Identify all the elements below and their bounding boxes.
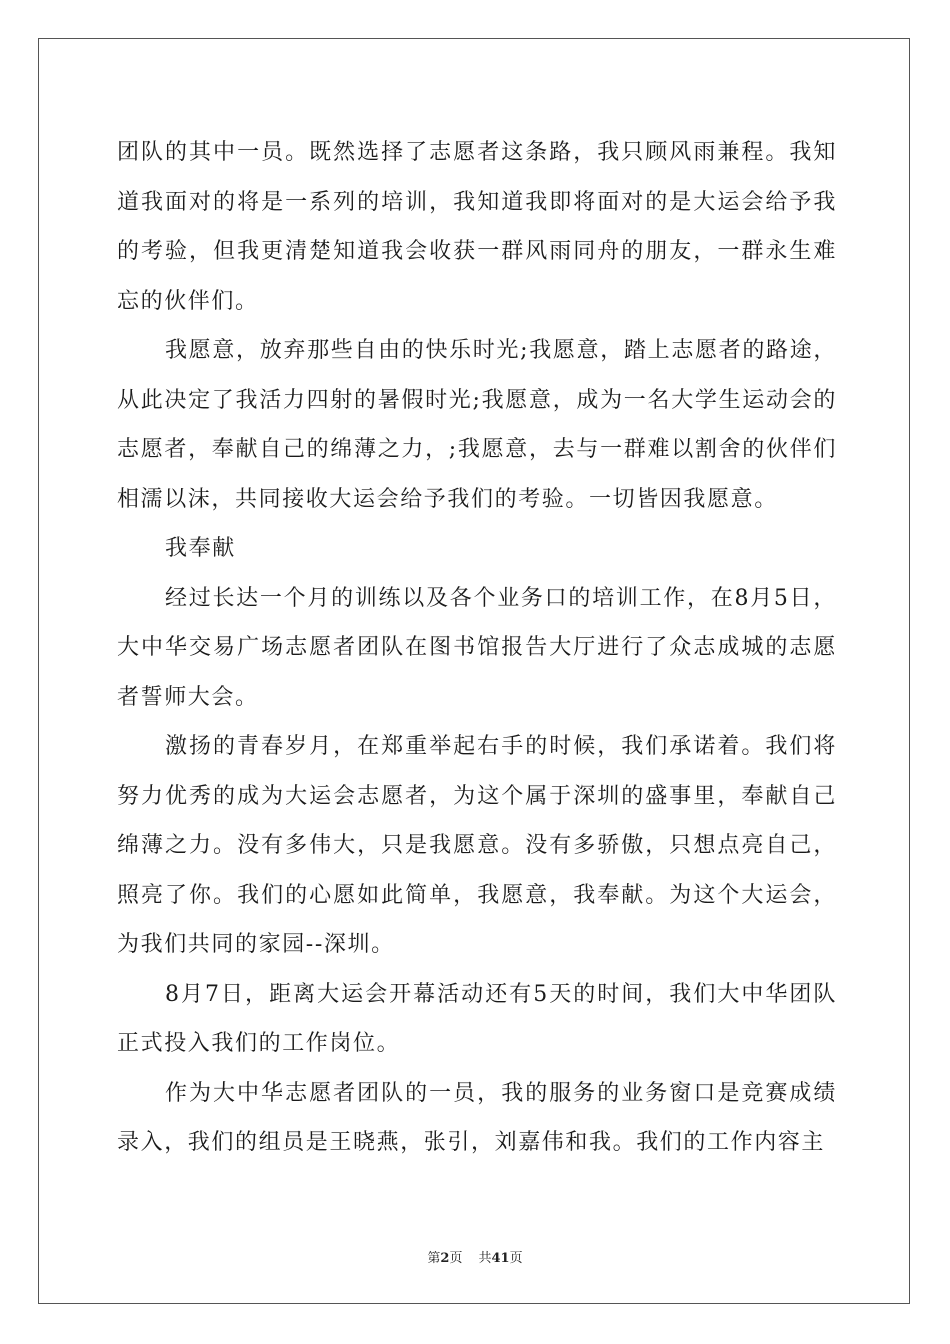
paragraph: 我愿意，放弃那些自由的快乐时光;我愿意，踏上志愿者的路途，从此决定了我活力四射的暑假时光;我愿意，成为一名大学生运动会的志愿者，奉献自己的绵薄之力，;我愿意，去与一群难以割舍的伙伴们相濡以沫，共同接收大运会给予我们的考验。一切皆因我愿意。	[117, 338, 837, 512]
section-heading: 我奉献	[165, 536, 236, 561]
total-pages: 41	[491, 1251, 510, 1266]
page-prefix: 第	[427, 1251, 441, 1266]
page-footer	[0, 1247, 950, 1266]
total-suffix: 页	[509, 1251, 523, 1266]
page-number: 2	[440, 1251, 450, 1266]
paragraph: 8月7日，距离大运会开幕活动还有5天的时间，我们大中华团队正式投入我们的工作岗位。	[117, 981, 837, 1056]
document-body	[117, 128, 837, 1168]
paragraph: 经过长达一个月的训练以及各个业务口的培训工作，在8月5日，大中华交易广场志愿者团队在图书馆报告大厅进行了众志成城的志愿者誓师大会。	[117, 585, 837, 710]
paragraph: 团队的其中一员。既然选择了志愿者这条路，我只顾风雨兼程。我知道我面对的将是一系列的培训，我知道我即将面对的是大运会给予我的考验，但我更清楚知道我会收获一群风雨同舟的朋友，一群永生难忘的伙伴们。	[117, 140, 837, 314]
paragraph: 作为大中华志愿者团队的一员，我的服务的业务窗口是竞赛成绩录入，我们的组员是王晓燕，张引，刘嘉伟和我。我们的工作内容主	[117, 1080, 837, 1155]
total-prefix: 共	[478, 1251, 492, 1266]
paragraph: 激扬的青春岁月，在郑重举起右手的时候，我们承诺着。我们将努力优秀的成为大运会志愿者，为这个属于深圳的盛事里，奉献自己绵薄之力。没有多伟大，只是我愿意。没有多骄傲，只想点亮自己，照亮了你。我们的心愿如此简单，我愿意，我奉献。为这个大运会，为我们共同的家园--深圳。	[117, 734, 837, 957]
page-suffix: 页	[449, 1251, 463, 1266]
